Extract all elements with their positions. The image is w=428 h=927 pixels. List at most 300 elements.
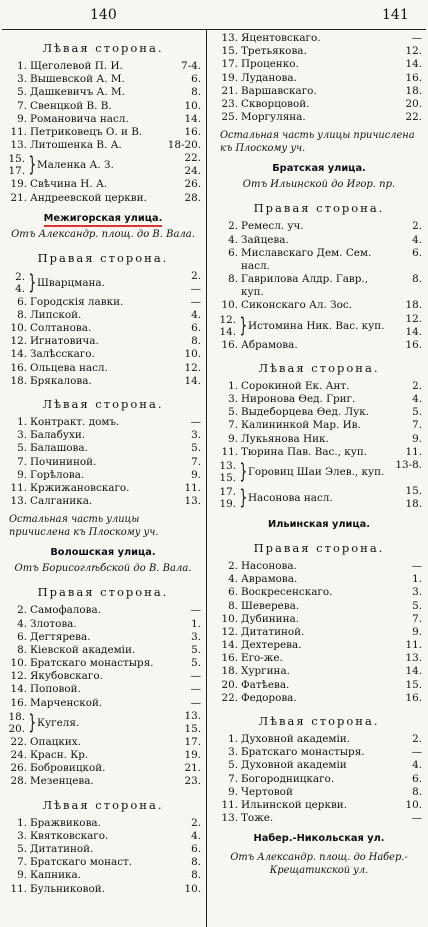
directory-entry bbox=[3, 670, 203, 683]
side-heading: Правая сторона. bbox=[253, 201, 385, 216]
directory-entry bbox=[3, 362, 203, 375]
old-number: — bbox=[190, 670, 201, 683]
side-heading: Правая сторона. bbox=[37, 250, 169, 265]
owner-name: Богородницкаго. bbox=[241, 772, 335, 785]
owner-name: Горовиц Шаи Элев., куп. bbox=[248, 465, 385, 478]
directory-entry bbox=[214, 639, 424, 652]
directory-entry bbox=[214, 234, 424, 247]
owner-name: Абрамова. bbox=[241, 338, 298, 351]
owner-name: Капника. bbox=[30, 869, 82, 882]
old-number: 10. bbox=[184, 348, 201, 361]
side-heading: Лѣвая сторона. bbox=[42, 397, 164, 411]
old-number: — bbox=[411, 812, 422, 825]
side-heading: Правая сторона. bbox=[253, 540, 385, 555]
grouped-entry bbox=[3, 270, 203, 296]
page-number-left: 140 bbox=[90, 7, 117, 23]
house-number: 20. bbox=[8, 722, 25, 735]
old-number: 11. bbox=[405, 639, 422, 652]
directory-entry bbox=[214, 45, 424, 58]
house-number: 22. bbox=[10, 735, 27, 748]
owner-name: Кугеля. bbox=[37, 716, 80, 729]
owner-name: Брякалова. bbox=[30, 374, 92, 387]
old-number: 8. bbox=[412, 273, 422, 286]
old-number: 23. bbox=[184, 775, 201, 788]
directory-entry bbox=[3, 442, 203, 455]
directory-entry bbox=[3, 126, 203, 139]
directory-entry bbox=[3, 192, 203, 205]
old-number: 14. bbox=[405, 325, 422, 338]
header-rule bbox=[2, 29, 426, 30]
directory-entry bbox=[214, 339, 424, 352]
directory-entry bbox=[214, 85, 424, 98]
owner-name: Кіевской академіи. bbox=[30, 643, 136, 656]
house-number: 15. bbox=[221, 45, 238, 58]
house-number: 10. bbox=[221, 612, 238, 625]
directory-entry bbox=[3, 296, 203, 309]
old-number: 22. bbox=[405, 111, 422, 124]
house-number: 10. bbox=[221, 299, 238, 312]
directory-entry bbox=[3, 375, 203, 388]
side-heading: Лѣвая сторона. bbox=[258, 360, 380, 375]
directory-entry bbox=[214, 652, 424, 665]
directory-entry bbox=[3, 604, 203, 617]
old-number: — bbox=[411, 32, 422, 44]
owner-name: Дегтярева. bbox=[30, 630, 91, 643]
owner-name: Городскія лавки. bbox=[30, 295, 124, 308]
old-number: 13. bbox=[405, 652, 422, 665]
old-number: 4. bbox=[412, 759, 422, 772]
old-number: 6. bbox=[412, 246, 422, 259]
house-number: 3. bbox=[17, 829, 27, 842]
directory-entry bbox=[3, 869, 203, 882]
old-number: 11. bbox=[184, 481, 201, 494]
left-column bbox=[3, 32, 203, 896]
directory-entry bbox=[214, 799, 424, 812]
directory-entry bbox=[3, 817, 203, 830]
old-number: 13-8. bbox=[395, 458, 422, 471]
house-number: 21. bbox=[10, 191, 27, 204]
directory-entry bbox=[214, 692, 424, 705]
old-number: 3. bbox=[191, 429, 201, 442]
old-number: 8. bbox=[191, 856, 201, 869]
owner-name: Ремесл. уч. bbox=[241, 220, 304, 233]
house-number: 3. bbox=[228, 746, 238, 759]
brace-icon: } bbox=[28, 152, 37, 177]
directory-entry bbox=[3, 348, 203, 361]
house-number: 17. bbox=[221, 58, 238, 71]
old-number: 15. bbox=[184, 722, 201, 735]
owner-name: Истомина Ник. Вас. куп. bbox=[248, 319, 385, 332]
house-number: 7. bbox=[17, 99, 27, 112]
directory-entry-continuation bbox=[214, 260, 424, 273]
brace-icon: } bbox=[28, 269, 37, 294]
house-number: 9. bbox=[17, 112, 27, 125]
owner-name: Братскаго монастыря. bbox=[241, 746, 365, 759]
grouped-entry bbox=[3, 152, 203, 178]
owner-name: Тюрина Пав. Вас., куп. bbox=[241, 445, 368, 458]
old-number: 10. bbox=[184, 99, 201, 112]
house-number: 15. bbox=[8, 153, 25, 166]
owner-name: Насонова. bbox=[241, 559, 297, 572]
old-number: 6. bbox=[191, 73, 201, 86]
directory-entry bbox=[214, 393, 424, 406]
section-note: Остальная часть улицы причислена къ Плоскому уч. bbox=[220, 130, 415, 154]
old-number: — bbox=[190, 295, 201, 308]
directory-entry bbox=[214, 111, 424, 124]
old-number: — bbox=[190, 416, 201, 428]
house-number: 11. bbox=[10, 481, 27, 494]
house-number: 6. bbox=[228, 246, 238, 259]
directory-entry bbox=[3, 775, 203, 788]
owner-name: Литошенка В. А. bbox=[30, 139, 122, 152]
house-number: 2. bbox=[17, 604, 27, 617]
house-number: 13. bbox=[10, 139, 27, 152]
old-number: 15. bbox=[405, 678, 422, 691]
house-number: 12. bbox=[219, 313, 236, 326]
owner-name: Андреевской церкви. bbox=[30, 191, 147, 204]
house-number: 5. bbox=[17, 842, 27, 855]
owner-name: Игнатовича. bbox=[30, 335, 99, 348]
old-number: 2. bbox=[412, 733, 422, 745]
house-number: 14. bbox=[10, 348, 27, 361]
brace-icon: } bbox=[28, 709, 37, 734]
house-number: 19. bbox=[221, 71, 238, 84]
directory-entry bbox=[3, 631, 203, 644]
house-number: 14. bbox=[221, 639, 238, 652]
owner-name: Лукьянова Ник. bbox=[241, 432, 329, 445]
owner-name: Поповой. bbox=[30, 683, 81, 696]
directory-entry bbox=[214, 58, 424, 71]
directory-entry bbox=[214, 586, 424, 599]
owner-name: Свенцкой В. В. bbox=[30, 99, 112, 112]
house-number: 17. bbox=[219, 485, 236, 498]
street-title-text: Волошская улица. bbox=[50, 547, 156, 559]
house-number: 16. bbox=[10, 696, 27, 709]
owner-name: Бобровицкой. bbox=[30, 762, 106, 775]
directory-entry bbox=[3, 697, 203, 710]
side-heading: Лѣвая сторона. bbox=[42, 41, 164, 55]
old-number: 18. bbox=[405, 497, 422, 510]
old-number: 4. bbox=[191, 829, 201, 842]
owner-name: Варшавскаго. bbox=[241, 84, 317, 97]
owner-name: Зайцева. bbox=[241, 233, 289, 246]
directory-entry bbox=[214, 419, 424, 432]
directory-entry bbox=[214, 380, 424, 393]
owner-name: Луданова. bbox=[241, 71, 297, 84]
owner-name: Петриковецъ О. и В. bbox=[30, 125, 143, 138]
owner-name: Квятковскаго. bbox=[30, 829, 109, 842]
owner-name: Моргуляна. bbox=[241, 111, 306, 124]
house-number: 16. bbox=[221, 652, 238, 665]
old-number: 6. bbox=[412, 772, 422, 785]
old-number: 1. bbox=[412, 573, 422, 586]
directory-entry bbox=[214, 446, 424, 459]
owner-name: Шварцмана. bbox=[37, 276, 105, 289]
owner-name: Братскаго монаст. bbox=[30, 856, 133, 869]
old-number: 1. bbox=[191, 617, 201, 630]
old-number: 9. bbox=[191, 468, 201, 481]
owner-name: Злотова. bbox=[30, 617, 77, 630]
old-number: 18-20. bbox=[167, 139, 201, 152]
house-number: 2. bbox=[228, 220, 238, 233]
house-number: 3. bbox=[228, 393, 238, 405]
old-number: 3. bbox=[191, 630, 201, 643]
directory-entry bbox=[3, 139, 203, 152]
house-number: 14. bbox=[219, 325, 236, 338]
house-number: 1. bbox=[17, 60, 27, 72]
house-number: 28. bbox=[10, 775, 27, 788]
directory-entry bbox=[3, 618, 203, 631]
house-number: 2. bbox=[228, 559, 238, 572]
house-number: 16. bbox=[10, 361, 27, 374]
directory-entry bbox=[3, 178, 203, 191]
grouped-entry bbox=[214, 313, 424, 339]
house-number: 9. bbox=[228, 785, 238, 798]
old-number: 14. bbox=[405, 58, 422, 71]
owner-name: Калининкой Мар. Ив. bbox=[241, 419, 361, 432]
directory-entry bbox=[214, 299, 424, 312]
directory-entry bbox=[214, 433, 424, 446]
house-number: 4. bbox=[17, 617, 27, 630]
street-title bbox=[3, 546, 203, 560]
old-number: 4. bbox=[191, 308, 201, 321]
house-number: 13. bbox=[221, 812, 238, 825]
old-number: 24. bbox=[184, 165, 201, 178]
owner-name: Салганика. bbox=[30, 495, 93, 508]
house-number: 19. bbox=[10, 178, 27, 191]
street-title-text: Межигорская улица. bbox=[44, 213, 163, 227]
house-number: 10. bbox=[10, 322, 27, 335]
directory-entry bbox=[3, 657, 203, 670]
directory-entry bbox=[3, 683, 203, 696]
owner-name: Насонова насл. bbox=[248, 491, 333, 504]
house-number: 18. bbox=[8, 710, 25, 723]
column-divider bbox=[206, 30, 207, 927]
house-number: 22. bbox=[221, 691, 238, 704]
street-range: Отъ Ильинской до Игор. пр. bbox=[242, 179, 396, 191]
old-number: 19. bbox=[184, 749, 201, 761]
house-number: 18. bbox=[10, 374, 27, 387]
old-number: 4. bbox=[412, 393, 422, 405]
house-number: 2. bbox=[15, 270, 25, 283]
old-number: 22. bbox=[184, 152, 201, 165]
old-number: 5. bbox=[412, 599, 422, 612]
owner-name: Миславскаго Дем. Сем. bbox=[241, 246, 372, 259]
directory-entry bbox=[214, 32, 424, 45]
street-title bbox=[214, 832, 424, 846]
street-title-text: Братская улица. bbox=[272, 163, 366, 175]
directory-entry bbox=[3, 100, 203, 113]
old-number: 16. bbox=[405, 338, 422, 351]
street-title-text: Набер.-Никольская ул. bbox=[253, 833, 385, 845]
house-number: 6. bbox=[228, 586, 238, 599]
directory-entry bbox=[214, 679, 424, 692]
house-number: 11. bbox=[10, 125, 27, 138]
owner-name: Хургина. bbox=[241, 665, 290, 678]
owner-name: Третьякова. bbox=[241, 45, 307, 58]
directory-entry bbox=[3, 335, 203, 348]
old-number: 5. bbox=[191, 657, 201, 670]
house-number: 5. bbox=[17, 442, 27, 455]
section-note: Отъ Александр. площ. до Набер.-Крещатикской ул. bbox=[230, 852, 408, 876]
owner-name: Опацких. bbox=[30, 735, 81, 748]
house-number: 5. bbox=[228, 759, 238, 772]
house-number: 4. bbox=[228, 233, 238, 246]
directory-entry bbox=[214, 733, 424, 746]
side-heading: Лѣвая сторона. bbox=[258, 714, 380, 728]
house-number: 12. bbox=[10, 335, 27, 348]
house-number: 1. bbox=[228, 733, 238, 745]
old-number: 26. bbox=[184, 178, 201, 191]
old-number: 3. bbox=[412, 586, 422, 599]
old-number: 14. bbox=[405, 665, 422, 678]
directory-entry bbox=[214, 812, 424, 825]
house-number: 12. bbox=[221, 625, 238, 638]
directory-entry bbox=[3, 113, 203, 126]
directory-entry bbox=[3, 495, 203, 508]
old-number: 8. bbox=[191, 335, 201, 348]
old-number: 8. bbox=[412, 785, 422, 798]
house-number: 7. bbox=[228, 772, 238, 785]
owner-name: Федорова. bbox=[241, 691, 297, 704]
owner-name: Ильинской церкви. bbox=[241, 798, 348, 811]
old-number: 6. bbox=[191, 842, 201, 855]
owner-name: Скворцовой. bbox=[241, 97, 310, 110]
old-number: 21. bbox=[184, 762, 201, 775]
owner-name: Балашова. bbox=[30, 442, 88, 455]
owner-name: Дитатиной. bbox=[30, 842, 94, 855]
old-number: 28. bbox=[184, 191, 201, 204]
house-number: 19. bbox=[219, 497, 236, 510]
directory-entry bbox=[214, 773, 424, 786]
street-range: Отъ Александр. площ. до В. Вала. bbox=[11, 228, 195, 240]
right-column bbox=[214, 32, 424, 881]
old-number: — bbox=[190, 683, 201, 696]
street-title bbox=[3, 212, 203, 226]
old-number: 20. bbox=[405, 97, 422, 110]
old-number: 2. bbox=[191, 269, 201, 282]
house-number: 25. bbox=[221, 111, 238, 124]
old-number: 2. bbox=[412, 379, 422, 392]
old-number: 6. bbox=[191, 322, 201, 335]
old-number: 10. bbox=[405, 798, 422, 811]
brace-icon: } bbox=[239, 312, 248, 337]
house-number: 9. bbox=[228, 432, 238, 445]
owner-name: Вышевской А. М. bbox=[30, 73, 125, 86]
old-number: 9. bbox=[412, 432, 422, 445]
old-number: 4. bbox=[412, 233, 422, 246]
owner-name: Шеверева. bbox=[241, 599, 300, 612]
house-number: 24. bbox=[10, 749, 27, 761]
owner-name: Гаврилова Алдр. Гавр., bbox=[241, 273, 369, 286]
directory-entry bbox=[3, 830, 203, 843]
owner-name: Самофалова. bbox=[30, 604, 102, 617]
house-number: 12. bbox=[10, 670, 27, 683]
old-number: 8. bbox=[191, 86, 201, 99]
owner-name: Марченской. bbox=[30, 696, 103, 709]
old-number: 9. bbox=[412, 625, 422, 638]
house-number: 5. bbox=[17, 86, 27, 99]
old-number: 15. bbox=[405, 484, 422, 497]
owner-name: Бражвикова. bbox=[30, 816, 101, 829]
owner-name: Балабухи. bbox=[30, 429, 86, 442]
owner-name: Залѣсскаго. bbox=[30, 348, 95, 361]
brace-icon: } bbox=[239, 458, 248, 483]
old-number: 16. bbox=[405, 691, 422, 704]
owner-name: Воскресенскаго. bbox=[241, 586, 333, 599]
house-number: 6. bbox=[17, 295, 27, 308]
owner-name: Липской. bbox=[30, 308, 82, 321]
directory-entry bbox=[214, 626, 424, 639]
old-number: — bbox=[190, 696, 201, 709]
old-number: — bbox=[190, 604, 201, 617]
house-number: 11. bbox=[221, 798, 238, 811]
directory-entry bbox=[214, 600, 424, 613]
owner-name: Якубовскаго. bbox=[30, 670, 103, 683]
owner-name: Солтанова. bbox=[30, 322, 92, 335]
owner-name: Маленка А. З. bbox=[37, 159, 114, 172]
owner-name: Сорокиной Ек. Ант. bbox=[241, 379, 350, 392]
owner-name-cont: куп. bbox=[241, 286, 264, 299]
house-number: 4. bbox=[15, 282, 25, 295]
old-number: 7. bbox=[412, 612, 422, 625]
house-number: 14. bbox=[10, 683, 27, 696]
house-number: 4. bbox=[228, 573, 238, 586]
house-number: 6. bbox=[17, 630, 27, 643]
house-number: 11. bbox=[221, 445, 238, 458]
owner-name: Духовной академіи bbox=[241, 759, 347, 772]
house-number: 21. bbox=[221, 84, 238, 97]
directory-entry bbox=[214, 786, 424, 799]
owner-name: Щеголевой П. И. bbox=[30, 60, 123, 72]
grouped-entry bbox=[214, 459, 424, 485]
owner-name: Фатѣева. bbox=[241, 678, 290, 691]
house-number: 5. bbox=[228, 406, 238, 419]
directory-entry bbox=[214, 560, 424, 573]
owner-name: Дашкевичъ А. М. bbox=[30, 86, 125, 99]
directory-entry bbox=[3, 469, 203, 482]
street-title bbox=[214, 162, 424, 176]
directory-entry bbox=[3, 644, 203, 657]
directory-entry bbox=[3, 309, 203, 322]
directory-entry bbox=[3, 883, 203, 896]
house-number: 13. bbox=[10, 495, 27, 508]
directory-entry bbox=[3, 429, 203, 442]
old-number: 2. bbox=[412, 220, 422, 233]
old-number: 8. bbox=[191, 869, 201, 882]
grouped-entry bbox=[214, 485, 424, 511]
owner-name-cont: насл. bbox=[241, 259, 270, 272]
section-note: Остальная часть улицы причислена къ Плоскому уч. bbox=[9, 514, 159, 538]
old-number: 12. bbox=[405, 45, 422, 58]
brace-icon: } bbox=[239, 484, 248, 509]
old-number: 16. bbox=[405, 71, 422, 84]
house-number: 1. bbox=[228, 379, 238, 392]
grouped-entry bbox=[3, 710, 203, 736]
owner-name: Тоже. bbox=[241, 812, 274, 825]
house-number: 8. bbox=[228, 273, 238, 286]
old-number: — bbox=[411, 746, 422, 759]
old-number: 7-4. bbox=[180, 60, 201, 72]
house-number: 8. bbox=[228, 599, 238, 612]
house-number: 16. bbox=[221, 338, 238, 351]
owner-name: Выдеборцева Ѳед. Лук. bbox=[241, 406, 370, 419]
directory-entry bbox=[214, 98, 424, 111]
house-number: 23. bbox=[221, 97, 238, 110]
old-number: 10. bbox=[184, 882, 201, 895]
directory-entry bbox=[214, 613, 424, 626]
house-number: 18. bbox=[221, 665, 238, 678]
